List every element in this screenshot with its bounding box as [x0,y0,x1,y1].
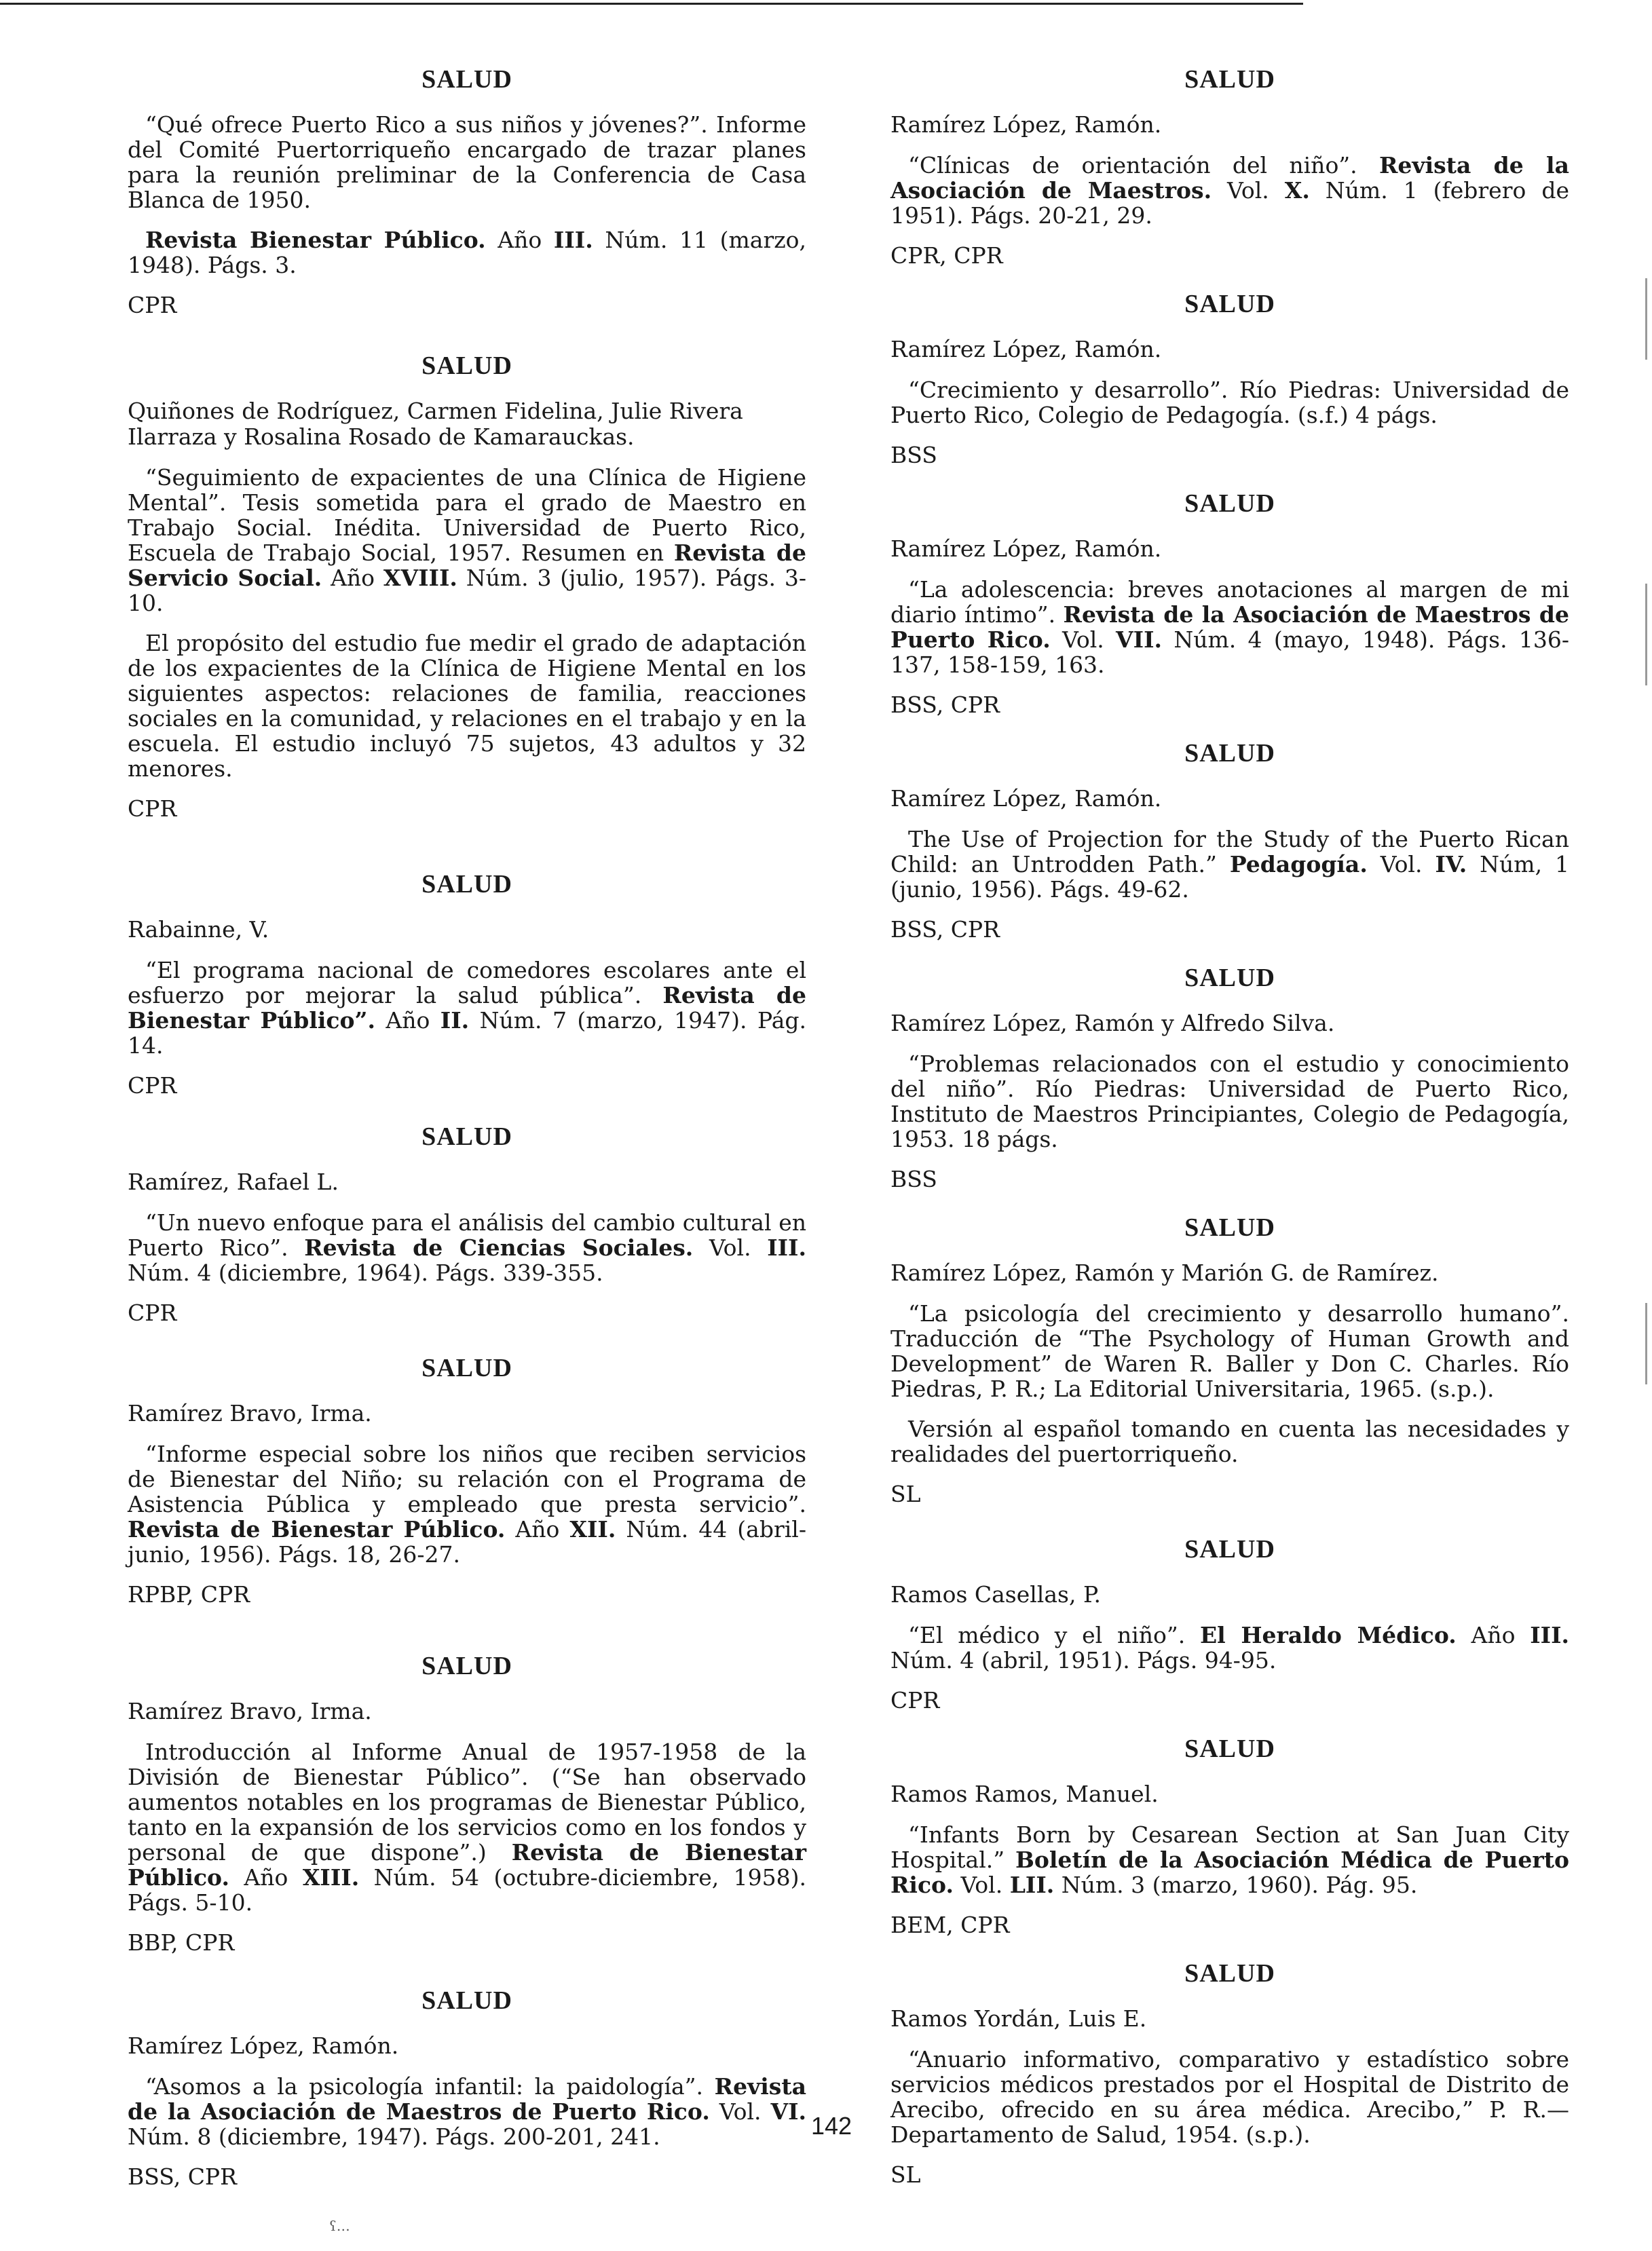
bibliography-entry [128,869,806,1099]
entry-author: Ramos Yordán, Luis E. [890,2005,1147,2032]
bibliography-entry [890,64,1569,269]
subject-heading: SALUD [421,352,512,380]
library-location: CPR [128,795,177,822]
bibliography-entry [890,489,1569,718]
entry-author: Ramírez Bravo, Irma. [128,1698,372,1724]
subject-heading: SALUD [421,870,512,898]
subject-heading: SALUD [421,1354,512,1382]
entry-text: Introducción al Informe Anual de 1957-1958 de la División de Bienestar Público”. (“Se han observado aumentos notables en los programas de Bienestar Público, tanto en la expansión de los servicios como en los fondos y personal de que dispone”.) Revista de Bienestar Público. Año XIII. Núm. 54 (octubre-diciembre, 1958). Págs. 5-10. [128,1739,807,1916]
subject-heading: SALUD [1184,65,1275,94]
scan-edge-mark [1645,584,1647,685]
subject-heading: SALUD [421,1122,512,1151]
entry-text: El propósito del estudio fue medir el grado de adaptación de los expacientes de la Clínica de Higiene Mental en los siguientes aspectos: relaciones de familia, reacciones sociales en la comunidad, y relaciones en el trabajo y en la escuela. El estudio incluyó 75 sujetos, 43 adultos y 32 menores. [128,630,806,782]
entry-text: Revista Bienestar Público. Año III. Núm. 11 (marzo, 1948). Págs. 3. [128,227,806,278]
library-location: CPR [128,1300,177,1326]
library-location: CPR [128,1072,177,1099]
bibliography-entry [128,351,806,822]
bibliography-entry [128,1122,806,1326]
library-location: SL [890,1481,921,1507]
subject-heading: SALUD [421,1986,512,2015]
subject-heading: SALUD [1184,1535,1275,1564]
subject-heading: SALUD [1184,739,1275,768]
bibliography-entry [890,1213,1569,1507]
entry-text: “Informe especial sobre los niños que reciben servicios de Bienestar del Niño; su relación con el Programa de Asistencia Pública y empleado que presta servicio”. Revista de Bienestar Público. Año XII. Núm. 44 (abril-junio, 1956). Págs. 18, 26-27. [128,1441,807,1568]
subject-heading: SALUD [421,65,512,94]
library-location: BSS, CPR [890,916,1000,943]
top-rule [0,3,1303,5]
bibliography-entry [890,963,1569,1192]
right-column [890,64,1569,2208]
entry-author: Ramírez López, Ramón. [128,2032,399,2059]
entry-text: “Qué ofrece Puerto Rico a sus niños y jóvenes?”. Informe del Comité Puertorriqueño encargado de trazar planes para la reunión preliminar de la Conferencia de Casa Blanca de 1950. [128,111,806,213]
entry-text: “Anuario informativo, comparativo y estadístico sobre servicios médicos prestados por el Hospital de Distrito de Arecibo, ofrecido en su área médica. Arecibo,” P. R.—Departamento de Salud, 1954. (s.p.). [890,2046,1569,2148]
scan-edge-mark [1645,278,1647,360]
entry-text: “La adolescencia: breves anotaciones al margen de mi diario íntimo”. Revista de la Asociación de Maestros de Puerto Rico. Vol. VII. Núm. 4 (mayo, 1948). Págs. 136-137, 158-159, 163. [890,576,1569,678]
entry-author: Ramírez López, Ramón. [890,111,1162,138]
entry-author: Ramírez López, Ramón. [890,336,1162,362]
entry-author: Ramírez López, Ramón. [890,535,1162,562]
entry-author: Ramos Casellas, P. [890,1581,1101,1608]
entry-text: “Un nuevo enfoque para el análisis del cambio cultural en Puerto Rico”. Revista de Ciencias Sociales. Vol. III. Núm. 4 (diciembre, 1964). Págs. 339-355. [128,1209,806,1286]
library-location: CPR, CPR [890,242,1003,269]
entry-author: Ramírez López, Ramón y Marión G. de Ramírez. [890,1260,1439,1286]
scan-mark: ʕ… [329,2218,350,2234]
bibliography-entry [890,738,1569,943]
entry-text: Versión al español tomando en cuenta las necesidades y realidades del puertorriqueño. [890,1416,1569,1467]
scan-edge-mark [1645,1303,1647,1384]
subject-heading: SALUD [1184,964,1275,992]
entry-text: “La psicología del crecimiento y desarrollo humano”. Traducción de “The Psychology of Human Growth and Development” de Waren R. Baller y Don C. Charles. Río Piedras, P. R.; La Editorial Universitaria, 1965. (s.p.). [890,1300,1569,1402]
entry-author: Ramírez López, Ramón y Alfredo Silva. [890,1010,1335,1036]
library-location: SL [890,2161,921,2188]
bibliography-entry [128,1986,806,2190]
entry-author: Quiñones de Rodríguez, Carmen Fidelina, Julie Rivera Ilarraza y Rosalina Rosado de Kamarauckas. [128,398,743,450]
subject-heading: SALUD [421,1652,512,1680]
bibliography-entry [128,1353,806,1608]
bibliography-entry [890,289,1569,468]
entry-text: “Crecimiento y desarrollo”. Río Piedras: Universidad de Puerto Rico, Colegio de Pedagogía. (s.f.) 4 págs. [890,377,1569,428]
library-location: BEM, CPR [890,1912,1010,1938]
entry-text: “El programa nacional de comedores escolares ante el esfuerzo por mejorar la salud pública”. Revista de Bienestar Público”. Año II. Núm. 7 (marzo, 1947). Pág. 14. [128,957,806,1059]
library-location: BSS, CPR [128,2163,237,2190]
entry-author: Ramírez, Rafael L. [128,1169,339,1195]
subject-heading: SALUD [1184,1735,1275,1763]
entry-author: Rabainne, V. [128,916,269,943]
bibliography-entry [890,1534,1569,1714]
entry-author: Ramírez Bravo, Irma. [128,1400,372,1426]
entry-text: “El médico y el niño”. El Heraldo Médico. Año III. Núm. 4 (abril, 1951). Págs. 94-95. [890,1622,1570,1673]
entry-author: Ramírez López, Ramón. [890,785,1162,812]
library-location: BSS [890,1166,937,1192]
library-location: BSS, CPR [890,692,1000,718]
subject-heading: SALUD [1184,1959,1275,1988]
bibliography-entry [890,1734,1569,1938]
bibliography-entry [890,1959,1569,2188]
library-location: CPR [890,1687,940,1714]
entry-text: “Seguimiento de expacientes de una Clínica de Higiene Mental”. Tesis sometida para el grado de Maestro en Trabajo Social. Inédita. Universidad de Puerto Rico, Escuela de Trabajo Social, 1957. Resumen en Revista de Servicio Social. Año XVIII. Núm. 3 (julio, 1957). Págs. 3-10. [128,464,806,616]
bibliography-entry [128,1651,806,1956]
entry-text: The Use of Projection for the Study of the Puerto Rican Child: an Untrodden Path.” Pedagogía. Vol. IV. Núm, 1 (junio, 1956). Págs. 49-62. [890,826,1570,903]
entry-author: Ramos Ramos, Manuel. [890,1781,1159,1807]
left-column [128,64,806,2210]
subject-heading: SALUD [1184,290,1275,318]
entry-text: “Infants Born by Cesarean Section at San Juan City Hospital.” Boletín de la Asociación Médica de Puerto Rico. Vol. LII. Núm. 3 (marzo, 1960). Pág. 95. [890,1821,1569,1898]
entry-text: “Clínicas de orientación del niño”. Revista de la Asociación de Maestros. Vol. X. Núm. 1 (febrero de 1951). Págs. 20-21, 29. [890,152,1569,229]
library-location: BSS [890,442,937,468]
library-location: BBP, CPR [128,1929,235,1956]
entry-text: “Problemas relacionados con el estudio y conocimiento del niño”. Río Piedras: Universidad de Puerto Rico, Instituto de Maestros Principiantes, Colegio de Pedagogía, 1953. 18 págs. [890,1051,1569,1152]
page-number: 142 [811,2112,852,2140]
library-location: RPBP, CPR [128,1581,250,1608]
entry-text: “Asomos a la psicología infantil: la paidología”. Revista de la Asociación de Maestros de Puerto Rico. Vol. VI. Núm. 8 (diciembre, 1947). Págs. 200-201, 241. [128,2073,806,2150]
subject-heading: SALUD [1184,489,1275,518]
bibliography-entry [128,64,806,318]
library-location: CPR [128,292,177,318]
subject-heading: SALUD [1184,1213,1275,1242]
